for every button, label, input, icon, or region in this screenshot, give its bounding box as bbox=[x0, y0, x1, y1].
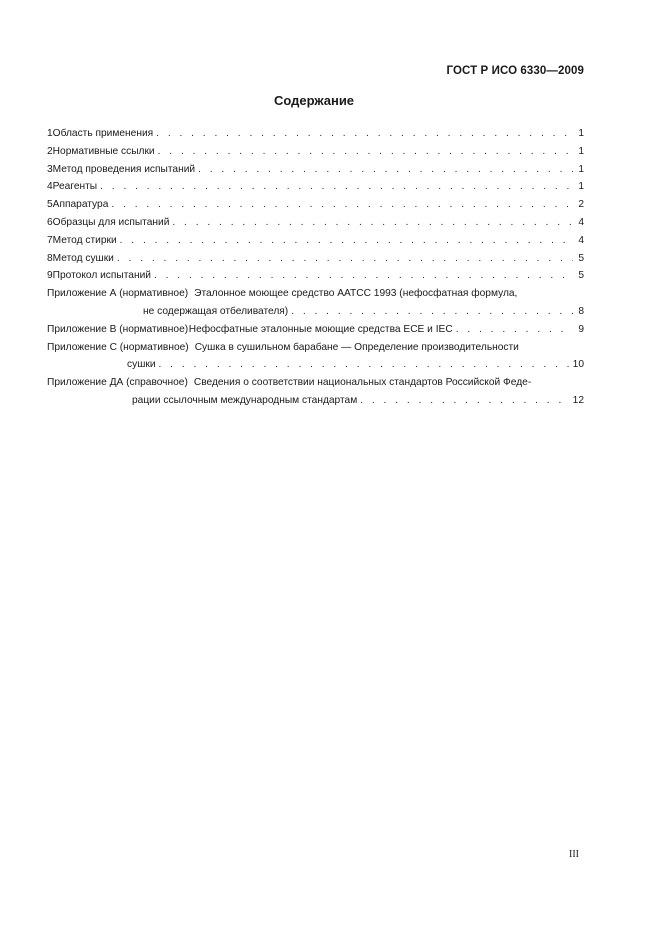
toc-entry-number: 6 bbox=[47, 216, 53, 228]
appendix-title: Эталонное моющее средство ААТСС 1993 (нефосфатная формула, bbox=[194, 288, 518, 300]
toc-entry-page: 10 bbox=[572, 359, 584, 371]
dot-leader bbox=[100, 178, 573, 196]
appendix-title: Сведения о соответствии национальных стандартов Российской Феде- bbox=[193, 377, 532, 389]
toc-entry-page: 1 bbox=[578, 128, 584, 139]
appendix-title-continued: рации ссылочным международным стандартам bbox=[132, 394, 358, 406]
toc-entry-page: 12 bbox=[572, 394, 584, 406]
appendix-designation: Приложение В (нормативное) bbox=[47, 323, 189, 335]
dot-leader bbox=[291, 303, 573, 321]
toc-entry-label: Метод сушки bbox=[52, 252, 114, 264]
toc-entry[interactable] bbox=[47, 214, 584, 232]
toc-entry-label: Реагенты bbox=[52, 181, 98, 193]
toc-entry[interactable] bbox=[47, 267, 584, 285]
dot-leader bbox=[117, 250, 573, 268]
dot-leader bbox=[198, 161, 573, 179]
toc-entry-page: 9 bbox=[578, 323, 584, 335]
toc-appendix-entry[interactable] bbox=[47, 339, 584, 375]
dot-leader bbox=[158, 143, 573, 161]
toc-entry-page: 1 bbox=[578, 145, 584, 157]
toc-entry[interactable] bbox=[47, 125, 584, 143]
toc-entry-number: 7 bbox=[47, 234, 53, 246]
appendix-title-continued: не содержащая отбеливателя) bbox=[143, 305, 289, 317]
toc-entry-label: Протокол испытаний bbox=[52, 270, 151, 282]
toc-entry-page: 4 bbox=[578, 216, 584, 228]
toc-entry-label: Метод стирки bbox=[52, 234, 117, 246]
appendix-designation: Приложение С (нормативное) bbox=[47, 341, 189, 353]
toc-entry[interactable] bbox=[47, 161, 584, 179]
toc-entry-number: 5 bbox=[47, 199, 53, 211]
appendix-designation: Приложение А (нормативное) bbox=[47, 288, 189, 300]
dot-leader bbox=[120, 232, 573, 250]
appendix-designation: Приложение ДА (справочное) bbox=[47, 377, 188, 389]
toc-appendix-entry[interactable] bbox=[47, 374, 584, 410]
toc-entry-label: Образцы для испытаний bbox=[52, 216, 170, 228]
toc-entry[interactable] bbox=[47, 250, 584, 268]
dot-leader bbox=[156, 125, 573, 143]
toc-entry-page: 1 bbox=[578, 163, 584, 175]
toc-entry[interactable] bbox=[47, 143, 584, 161]
toc-title: Содержание bbox=[273, 93, 355, 108]
toc-entry-label: Нормативные ссылки bbox=[52, 145, 155, 157]
toc-entry-number: 3 bbox=[47, 163, 53, 175]
toc-entry-page: 8 bbox=[578, 305, 584, 317]
toc-entry-label: Аппаратура bbox=[52, 199, 109, 211]
dot-leader bbox=[172, 214, 573, 232]
toc-entry-page: 4 bbox=[578, 234, 584, 246]
document-code: ГОСТ Р ИСО 6330—2009 bbox=[446, 65, 584, 77]
dot-leader bbox=[456, 321, 573, 339]
toc-entry-number: 9 bbox=[47, 270, 53, 282]
page-number: III bbox=[569, 849, 579, 860]
toc-entry[interactable] bbox=[47, 232, 584, 250]
toc-entry-label: Метод проведения испытаний bbox=[52, 163, 196, 175]
dot-leader bbox=[154, 267, 573, 285]
toc-entry-number: 2 bbox=[47, 145, 53, 157]
table-of-contents bbox=[47, 125, 584, 410]
dot-leader bbox=[159, 356, 570, 374]
dot-leader bbox=[360, 392, 569, 410]
toc-entry-number: 1 bbox=[47, 128, 53, 139]
toc-appendix-entry[interactable] bbox=[47, 321, 584, 339]
dot-leader bbox=[111, 196, 573, 214]
toc-entry-number: 8 bbox=[47, 252, 53, 264]
toc-entry-page: 1 bbox=[578, 181, 584, 193]
toc-entry-page: 5 bbox=[578, 252, 584, 264]
toc-entry[interactable] bbox=[47, 178, 584, 196]
appendix-title-continued: сушки bbox=[127, 359, 156, 371]
appendix-title: Нефосфатные эталонные моющие средства ЕСЕ и IEC bbox=[188, 323, 453, 335]
appendix-title: Сушка в сушильном барабане — Определение производительности bbox=[194, 341, 519, 353]
toc-entry-label: Область применения bbox=[52, 128, 154, 139]
toc-appendix-entry[interactable] bbox=[47, 285, 584, 321]
toc-entry-page: 2 bbox=[578, 199, 584, 211]
toc-entry-number: 4 bbox=[47, 181, 53, 193]
toc-entry[interactable] bbox=[47, 196, 584, 214]
toc-entry-page: 5 bbox=[578, 270, 584, 282]
